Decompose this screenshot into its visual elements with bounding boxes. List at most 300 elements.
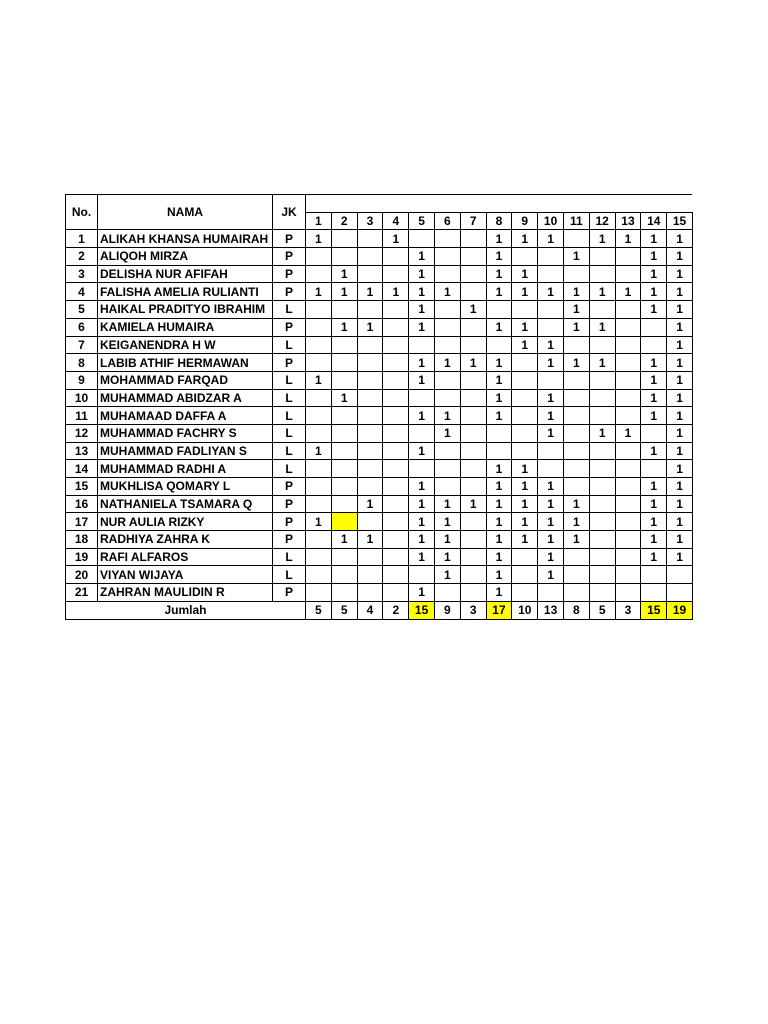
score-cell <box>538 248 564 266</box>
column-header-4: 4 <box>383 212 409 230</box>
score-cell: 1 <box>538 389 564 407</box>
score-cell <box>383 495 409 513</box>
student-name: MUHAMMAD FADLIYAN S <box>98 442 273 460</box>
total-cell: 5 <box>306 601 332 619</box>
score-cell: 1 <box>409 478 435 496</box>
score-cell <box>589 495 615 513</box>
row-number: 9 <box>66 371 98 389</box>
score-cell <box>589 442 615 460</box>
score-cell <box>306 336 332 354</box>
score-cell <box>486 336 512 354</box>
header-row-top <box>66 195 693 213</box>
score-cell <box>563 407 589 425</box>
score-cell: 1 <box>409 354 435 372</box>
score-cell <box>306 424 332 442</box>
score-cell: 1 <box>641 513 667 531</box>
score-cell <box>460 513 486 531</box>
score-cell <box>615 354 641 372</box>
score-cell <box>434 371 460 389</box>
score-cell <box>357 354 383 372</box>
score-cell: 1 <box>486 584 512 602</box>
score-cell <box>538 265 564 283</box>
score-cell: 1 <box>306 513 332 531</box>
score-cell <box>383 531 409 549</box>
score-cell <box>306 478 332 496</box>
score-cell <box>434 389 460 407</box>
score-cell: 1 <box>434 495 460 513</box>
score-cell <box>460 442 486 460</box>
score-cell: 1 <box>538 513 564 531</box>
score-cell: 1 <box>615 230 641 248</box>
row-number: 11 <box>66 407 98 425</box>
score-cell <box>331 460 357 478</box>
score-cell <box>357 442 383 460</box>
score-cell <box>460 336 486 354</box>
score-cell <box>306 566 332 584</box>
score-cell: 1 <box>667 478 693 496</box>
score-cell <box>512 248 538 266</box>
student-name: KAMIELA HUMAIRA <box>98 318 273 336</box>
score-cell <box>331 371 357 389</box>
score-cell <box>306 265 332 283</box>
score-cell <box>383 248 409 266</box>
score-cell: 1 <box>667 354 693 372</box>
column-header-11: 11 <box>563 212 589 230</box>
student-name: ALIKAH KHANSA HUMAIRAH <box>98 230 273 248</box>
score-cell <box>486 301 512 319</box>
table-row <box>66 230 693 248</box>
column-header-7: 7 <box>460 212 486 230</box>
table-row <box>66 283 693 301</box>
score-cell: 1 <box>667 424 693 442</box>
total-cell: 9 <box>434 601 460 619</box>
score-cell: 1 <box>486 407 512 425</box>
score-cell <box>512 424 538 442</box>
score-cell: 1 <box>563 354 589 372</box>
score-cell: 1 <box>409 442 435 460</box>
score-cell <box>331 407 357 425</box>
header-nama: NAMA <box>98 195 273 230</box>
score-cell <box>306 548 332 566</box>
score-cell: 1 <box>409 548 435 566</box>
score-cell: 1 <box>641 301 667 319</box>
row-number: 3 <box>66 265 98 283</box>
score-cell: 1 <box>538 548 564 566</box>
score-cell: 1 <box>486 531 512 549</box>
score-cell: 1 <box>667 442 693 460</box>
score-cell <box>538 301 564 319</box>
score-cell <box>486 442 512 460</box>
student-name: HAIKAL PRADITYO IBRAHIM <box>98 301 273 319</box>
score-cell: 1 <box>563 531 589 549</box>
score-cell <box>615 318 641 336</box>
score-cell: 1 <box>357 318 383 336</box>
table-row <box>66 531 693 549</box>
row-number: 14 <box>66 460 98 478</box>
score-cell <box>589 548 615 566</box>
score-cell <box>357 478 383 496</box>
total-cell: 2 <box>383 601 409 619</box>
score-cell <box>615 265 641 283</box>
total-cell: 5 <box>331 601 357 619</box>
score-cell: 1 <box>563 513 589 531</box>
score-cell <box>563 230 589 248</box>
score-cell <box>357 248 383 266</box>
score-cell: 1 <box>486 230 512 248</box>
total-cell: 5 <box>589 601 615 619</box>
score-cell <box>331 513 357 531</box>
score-cell <box>409 566 435 584</box>
total-cell: 13 <box>538 601 564 619</box>
column-header-15: 15 <box>667 212 693 230</box>
score-cell <box>641 318 667 336</box>
score-cell <box>538 584 564 602</box>
score-cell <box>641 424 667 442</box>
score-cell: 1 <box>641 265 667 283</box>
table-row <box>66 407 693 425</box>
student-name: MUHAMMAD FACHRY S <box>98 424 273 442</box>
row-number: 8 <box>66 354 98 372</box>
score-cell: 1 <box>512 283 538 301</box>
score-cell <box>409 336 435 354</box>
total-cell: 3 <box>460 601 486 619</box>
score-cell <box>460 531 486 549</box>
score-cell: 1 <box>641 230 667 248</box>
column-header-12: 12 <box>589 212 615 230</box>
score-cell <box>538 371 564 389</box>
gender: P <box>273 478 306 496</box>
score-cell <box>306 248 332 266</box>
student-name: KEIGANENDRA H W <box>98 336 273 354</box>
gender: L <box>273 407 306 425</box>
score-cell <box>306 354 332 372</box>
gender: L <box>273 566 306 584</box>
score-cell <box>383 354 409 372</box>
score-cell <box>383 566 409 584</box>
score-cell: 1 <box>512 265 538 283</box>
score-cell <box>383 460 409 478</box>
score-cell: 1 <box>434 407 460 425</box>
score-cell: 1 <box>563 283 589 301</box>
score-cell <box>460 230 486 248</box>
score-cell <box>357 301 383 319</box>
score-cell: 1 <box>667 283 693 301</box>
table-row <box>66 478 693 496</box>
score-cell: 1 <box>667 371 693 389</box>
score-cell: 1 <box>512 531 538 549</box>
row-number: 10 <box>66 389 98 407</box>
score-cell <box>615 566 641 584</box>
total-cell: 3 <box>615 601 641 619</box>
score-cell: 1 <box>538 336 564 354</box>
score-cell <box>486 424 512 442</box>
score-cell <box>615 478 641 496</box>
score-cell: 1 <box>512 513 538 531</box>
gender: P <box>273 318 306 336</box>
score-cell: 1 <box>486 495 512 513</box>
score-cell <box>615 442 641 460</box>
score-cell: 1 <box>434 548 460 566</box>
score-cell <box>589 389 615 407</box>
gender: P <box>273 584 306 602</box>
score-cell <box>641 584 667 602</box>
score-cell: 1 <box>486 566 512 584</box>
score-cell: 1 <box>563 301 589 319</box>
score-cell <box>512 584 538 602</box>
score-cell <box>512 442 538 460</box>
score-cell <box>434 442 460 460</box>
score-cell <box>589 566 615 584</box>
score-cell <box>563 548 589 566</box>
score-cell: 1 <box>563 248 589 266</box>
attendance-table <box>65 194 693 620</box>
score-cell <box>615 584 641 602</box>
score-cell: 1 <box>357 283 383 301</box>
table-row <box>66 389 693 407</box>
score-cell: 1 <box>641 407 667 425</box>
score-cell: 1 <box>306 230 332 248</box>
column-header-9: 9 <box>512 212 538 230</box>
score-cell: 1 <box>538 566 564 584</box>
row-number: 1 <box>66 230 98 248</box>
score-cell <box>409 424 435 442</box>
score-cell: 1 <box>641 531 667 549</box>
row-number: 16 <box>66 495 98 513</box>
row-number: 4 <box>66 283 98 301</box>
header-group-blank <box>306 195 693 213</box>
score-cell: 1 <box>512 336 538 354</box>
row-number: 21 <box>66 584 98 602</box>
score-cell <box>383 389 409 407</box>
score-cell: 1 <box>460 354 486 372</box>
score-cell <box>667 584 693 602</box>
score-cell: 1 <box>357 531 383 549</box>
gender: L <box>273 548 306 566</box>
score-cell: 1 <box>667 318 693 336</box>
score-cell: 1 <box>615 424 641 442</box>
score-cell <box>331 478 357 496</box>
score-cell: 1 <box>641 442 667 460</box>
score-cell <box>589 460 615 478</box>
row-number: 20 <box>66 566 98 584</box>
column-header-5: 5 <box>409 212 435 230</box>
header-jk: JK <box>273 195 306 230</box>
gender: L <box>273 442 306 460</box>
total-cell: 10 <box>512 601 538 619</box>
score-cell: 1 <box>383 230 409 248</box>
score-cell: 1 <box>331 318 357 336</box>
score-cell <box>434 265 460 283</box>
score-cell <box>589 513 615 531</box>
score-cell: 1 <box>667 248 693 266</box>
score-cell <box>460 248 486 266</box>
column-header-8: 8 <box>486 212 512 230</box>
score-cell: 1 <box>538 478 564 496</box>
score-cell <box>615 389 641 407</box>
score-cell <box>460 407 486 425</box>
gender: L <box>273 371 306 389</box>
score-cell <box>460 548 486 566</box>
score-cell <box>331 424 357 442</box>
header-no: No. <box>66 195 98 230</box>
score-cell <box>306 460 332 478</box>
score-cell: 1 <box>512 478 538 496</box>
score-cell: 1 <box>434 283 460 301</box>
score-cell: 1 <box>538 531 564 549</box>
table-row <box>66 566 693 584</box>
table-row <box>66 548 693 566</box>
table-row <box>66 584 693 602</box>
row-number: 12 <box>66 424 98 442</box>
score-cell: 1 <box>667 336 693 354</box>
row-number: 6 <box>66 318 98 336</box>
score-cell <box>589 407 615 425</box>
score-cell <box>512 548 538 566</box>
column-header-2: 2 <box>331 212 357 230</box>
score-cell <box>615 301 641 319</box>
score-cell <box>589 584 615 602</box>
score-cell <box>667 566 693 584</box>
score-cell: 1 <box>667 301 693 319</box>
score-cell <box>563 424 589 442</box>
score-cell <box>563 336 589 354</box>
score-cell: 1 <box>486 248 512 266</box>
score-cell: 1 <box>486 318 512 336</box>
score-cell <box>563 584 589 602</box>
score-cell <box>357 265 383 283</box>
score-cell: 1 <box>331 531 357 549</box>
score-cell: 1 <box>434 566 460 584</box>
column-header-13: 13 <box>615 212 641 230</box>
gender: L <box>273 336 306 354</box>
score-cell <box>589 248 615 266</box>
score-cell <box>512 354 538 372</box>
student-name: NUR AULIA RIZKY <box>98 513 273 531</box>
score-cell <box>538 442 564 460</box>
score-cell <box>357 424 383 442</box>
gender: L <box>273 301 306 319</box>
score-cell <box>460 478 486 496</box>
score-cell: 1 <box>667 230 693 248</box>
score-cell: 1 <box>486 460 512 478</box>
score-cell <box>357 548 383 566</box>
score-cell: 1 <box>434 513 460 531</box>
column-header-1: 1 <box>306 212 332 230</box>
score-cell <box>409 230 435 248</box>
score-cell: 1 <box>460 495 486 513</box>
score-cell <box>641 566 667 584</box>
score-cell <box>434 584 460 602</box>
score-cell <box>512 407 538 425</box>
column-header-10: 10 <box>538 212 564 230</box>
table-row <box>66 424 693 442</box>
score-cell: 1 <box>641 478 667 496</box>
score-cell <box>460 424 486 442</box>
student-name: ZAHRAN MAULIDIN R <box>98 584 273 602</box>
score-cell <box>434 301 460 319</box>
score-cell <box>331 248 357 266</box>
gender: P <box>273 495 306 513</box>
score-cell <box>434 460 460 478</box>
row-number: 7 <box>66 336 98 354</box>
total-cell: 19 <box>667 601 693 619</box>
score-cell: 1 <box>667 407 693 425</box>
score-cell <box>306 318 332 336</box>
table-row <box>66 248 693 266</box>
score-cell: 1 <box>357 495 383 513</box>
score-cell: 1 <box>589 230 615 248</box>
column-header-6: 6 <box>434 212 460 230</box>
score-cell <box>383 336 409 354</box>
score-cell <box>589 301 615 319</box>
score-cell: 1 <box>563 318 589 336</box>
row-number: 19 <box>66 548 98 566</box>
table-row <box>66 442 693 460</box>
total-cell: 4 <box>357 601 383 619</box>
score-cell <box>331 442 357 460</box>
score-cell <box>563 442 589 460</box>
score-cell <box>357 584 383 602</box>
score-cell <box>460 566 486 584</box>
student-name: LABIB ATHIF HERMAWAN <box>98 354 273 372</box>
score-cell <box>383 424 409 442</box>
row-number: 18 <box>66 531 98 549</box>
total-cell: 15 <box>409 601 435 619</box>
total-cell: 8 <box>563 601 589 619</box>
gender: P <box>273 248 306 266</box>
score-cell <box>383 265 409 283</box>
score-cell <box>383 478 409 496</box>
totals-label: Jumlah <box>66 601 306 619</box>
score-cell <box>331 354 357 372</box>
score-cell <box>615 513 641 531</box>
student-name: VIYAN WIJAYA <box>98 566 273 584</box>
score-cell: 1 <box>486 371 512 389</box>
score-cell: 1 <box>538 354 564 372</box>
score-cell: 1 <box>538 230 564 248</box>
score-cell: 1 <box>512 230 538 248</box>
score-cell <box>460 584 486 602</box>
score-cell: 1 <box>538 283 564 301</box>
score-cell <box>331 301 357 319</box>
student-name: MUKHLISA QOMARY L <box>98 478 273 496</box>
table-row <box>66 513 693 531</box>
column-header-14: 14 <box>641 212 667 230</box>
table-row <box>66 265 693 283</box>
score-cell: 1 <box>486 513 512 531</box>
score-cell: 1 <box>563 495 589 513</box>
score-cell <box>383 407 409 425</box>
score-cell <box>563 389 589 407</box>
score-cell: 1 <box>641 548 667 566</box>
student-name: ALIQOH MIRZA <box>98 248 273 266</box>
score-cell <box>331 230 357 248</box>
student-name: MUHAMMAD RADHI A <box>98 460 273 478</box>
score-cell <box>589 371 615 389</box>
score-cell: 1 <box>383 283 409 301</box>
score-cell: 1 <box>486 548 512 566</box>
gender: P <box>273 283 306 301</box>
score-cell: 1 <box>667 513 693 531</box>
score-cell <box>434 336 460 354</box>
score-cell <box>460 318 486 336</box>
score-cell: 1 <box>667 531 693 549</box>
score-cell: 1 <box>486 478 512 496</box>
score-cell: 1 <box>512 460 538 478</box>
score-cell <box>434 248 460 266</box>
score-cell <box>563 478 589 496</box>
score-cell <box>589 478 615 496</box>
